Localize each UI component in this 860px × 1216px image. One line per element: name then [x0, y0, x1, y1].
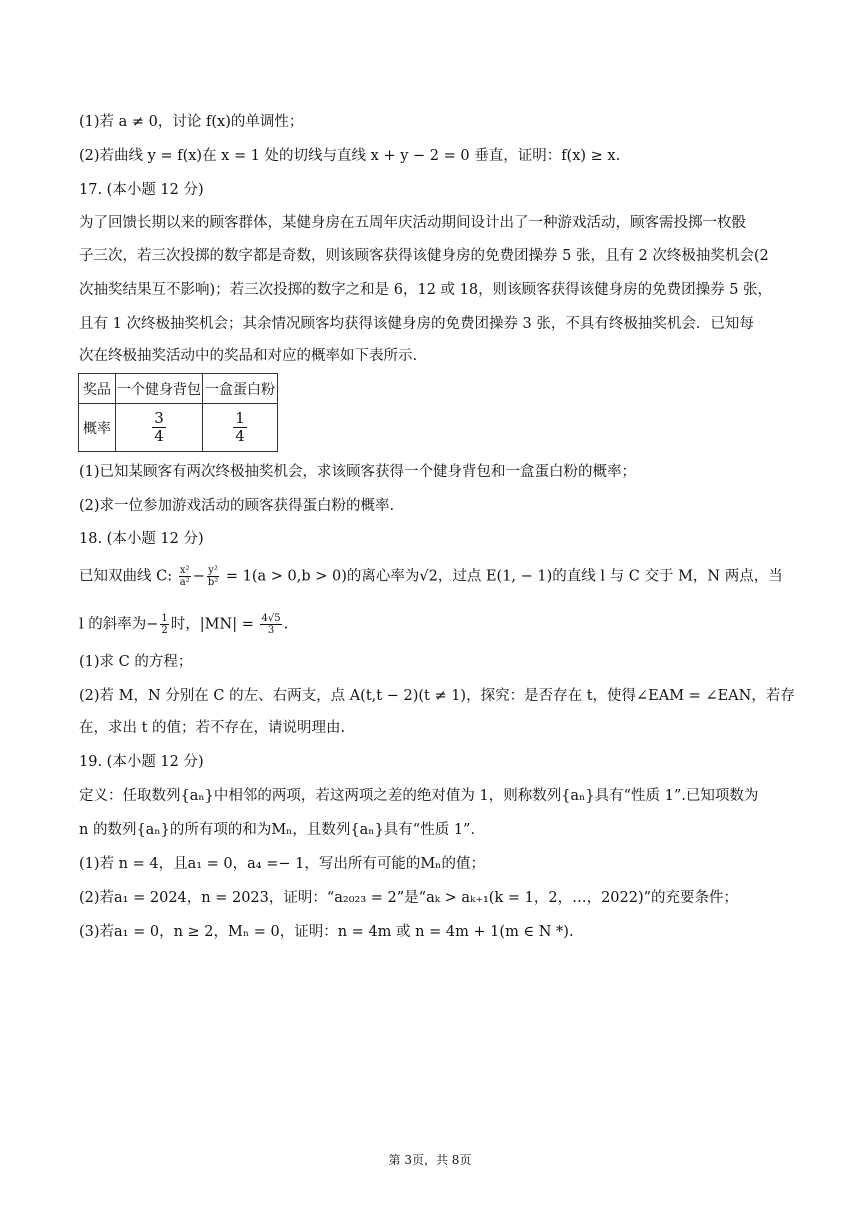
q18-part1: (1)求 C 的方程； — [79, 654, 193, 670]
q17-part2: (2)求一位参加游戏活动的顾客获得蛋白粉的概率. — [79, 498, 395, 514]
q18-part2-line1: (2)若 M，N 分别在 C 的左、右两支，点 A(t,t − 2)(t ≠ 1)，探究：是否存在 t，使得∠EAM = ∠EAN，若存 — [79, 688, 795, 704]
q18-part2-line2: 在，求出 t 的值；若不存在，请说明理由. — [79, 720, 346, 736]
table-header-cell: 一个健身背包 — [116, 374, 203, 404]
q19-text-line1: 定义：任取数列{aₙ}中相邻的两项，若这两项之差的绝对值为 1，则称数列{aₙ}具有“性质 1”.已知项数为 — [79, 788, 759, 804]
q19-part3: (3)若a₁ = 0，n ≥ 2，Mₙ = 0，证明：n = 4m 或 n = 4m + 1(m ∈ N *). — [79, 924, 574, 940]
table-header-cell: 一盒蛋白粉 — [203, 374, 278, 404]
q19-part2: (2)若a₁ = 2024，n = 2023，证明：“a₂₀₂₃ = 2”是“aₖ > aₖ₊₁(k = 1，2，…，2022)”的充要条件； — [79, 890, 739, 906]
q16-part2: (2)若曲线 y = f(x)在 x = 1 处的切线与直线 x + y − 2 = 0 垂直，证明：f(x) ≥ x. — [79, 148, 621, 164]
table-row-label: 概率 — [79, 404, 116, 452]
q17-text-line1: 为了回馈长期以来的顾客群体，某健身房在五周年庆活动期间设计出了一种游戏活动，顾客需投掷一枚骰 — [79, 215, 746, 231]
q18-heading: 18. (本小题 12 分) — [79, 531, 204, 547]
q18-text-line2: l 的斜率为− $\frac{1}{2}$ 时，|MN| = $\frac{4√5}{3}$ . — [79, 613, 289, 636]
prize-probability-table — [78, 373, 278, 452]
q17-text-line4: 且有 1 次终极抽奖机会；其余情况顾客均获得该健身房的免费团操券 3 张，不具有终极抽奖机会．已知每 — [79, 316, 754, 332]
q19-heading: 19. (本小题 12 分) — [79, 754, 204, 770]
table-header-cell: 奖品 — [79, 374, 116, 404]
q18-text-line1: 已知双曲线 C: $\frac{\text{x²}}{\text{a²}}$ − $\frac{\text{y²}}{\text{b²}}$ = 1(a > 0,b > 0)的离心率为√2，过点 E(1, − 1)的直线 l 与 C 交于 M，N 两点，当 — [79, 565, 783, 588]
table-cell-backpack-prob: $\frac{3}{4}$ — [116, 404, 203, 452]
q17-text-line3: 次抽奖结果互不影响)；若三次投掷的数字之和是 6，12 或 18，则该顾客获得该健身房的免费团操券 5 张， — [79, 282, 773, 298]
page-footer: 第 3页，共 8页 — [388, 1153, 472, 1167]
q19-text-line2: n 的数列{aₙ}的所有项的和为Mₙ，且数列{aₙ}具有“性质 1”． — [79, 822, 485, 838]
q17-heading: 17. (本小题 12 分) — [79, 182, 204, 198]
q17-text-line2: 子三次，若三次投掷的数字都是奇数，则该顾客获得该健身房的免费团操券 5 张，且有 2 次终极抽奖机会(2 — [79, 248, 769, 264]
q16-part1: (1)若 a ≠ 0，讨论 f(x)的单调性； — [79, 114, 304, 130]
table-cell-protein-prob: $\frac{1}{4}$ — [203, 404, 278, 452]
q17-text-line5: 次在终极抽奖活动中的奖品和对应的概率如下表所示. — [79, 348, 418, 364]
q17-part1: (1)已知某顾客有两次终极抽奖机会，求该顾客获得一个健身背包和一盒蛋白粉的概率； — [79, 464, 637, 480]
q19-part1: (1)若 n = 4，且a₁ = 0，a₄ =− 1，写出所有可能的Mₙ的值； — [79, 856, 485, 872]
